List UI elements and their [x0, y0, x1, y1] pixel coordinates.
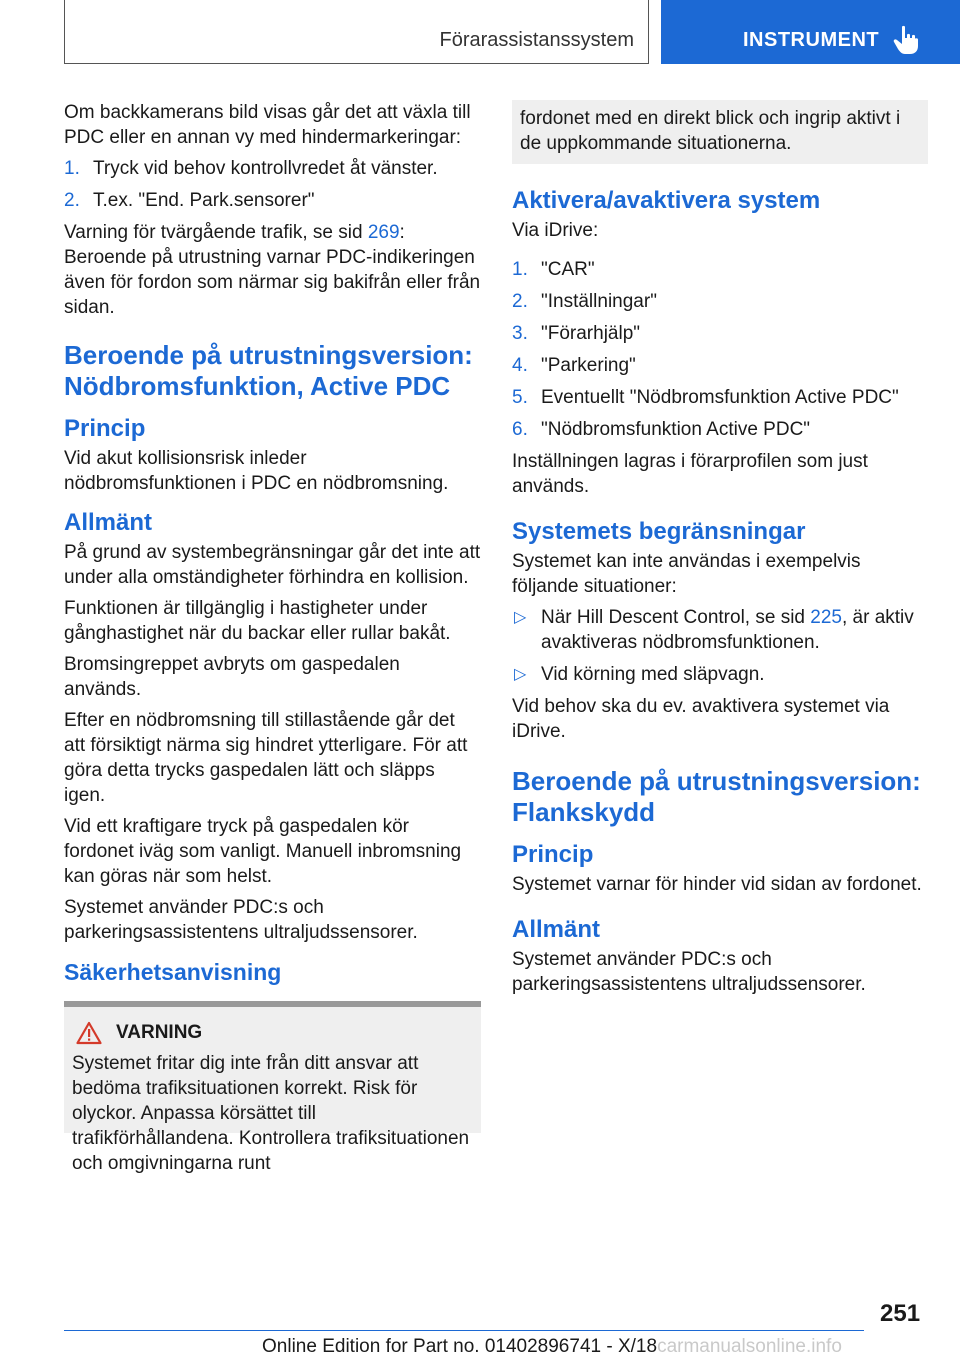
- header-chapter-tab: [661, 0, 960, 64]
- list-item: [64, 188, 481, 213]
- intro-paragraph: Om backkamerans bild visas går det att växla till PDC eller en annan vy med hindermarkeringar:: [64, 102, 471, 148]
- footer-divider: [64, 1330, 864, 1331]
- step-text: T.ex. "End. Park.sensorer": [93, 190, 315, 211]
- list-item: [512, 385, 928, 410]
- heading-nodbromsfunktion: Beroende på utrustningsversion: Nödbromsfunktion, Active PDC: [64, 340, 473, 401]
- list-item: [512, 257, 928, 282]
- heading-aktivera: Aktivera/avaktivera system: [512, 187, 821, 214]
- warning-triangle-icon: [76, 1021, 102, 1045]
- deactivate-note: Vid behov ska du ev. avaktivera systemet via iDrive.: [512, 696, 890, 742]
- cross-traffic-text-end: : Beroende på utrustning varnar PDC-indikeringen även för fordon som närmar sig bakifrån eller från sidan.: [64, 222, 481, 318]
- list-item: [64, 156, 481, 181]
- step-text: "Nödbromsfunktion Active PDC": [541, 419, 811, 440]
- list-item: [512, 353, 928, 378]
- cross-traffic-paragraph: [64, 220, 481, 320]
- right-column: [512, 100, 928, 1003]
- step-text: "CAR": [541, 259, 595, 280]
- limits-list: [512, 605, 928, 687]
- heading-princip: Princip: [512, 841, 594, 868]
- heading-allmant: Allmänt: [512, 916, 601, 943]
- edition-text: Online Edition for Part no. 01402896741 - X/18: [262, 1336, 658, 1357]
- allmant-paragraph: Vid ett kraftigare tryck på gaspedalen kör fordonet iväg som vanligt. Manuell inbromsning kan göras när som helst.: [64, 816, 462, 887]
- footer-edition: [262, 1336, 842, 1358]
- header-section-title: Förarassistanssystem: [439, 29, 634, 51]
- warning-label: VARNING: [116, 1022, 203, 1043]
- limit-text: Vid körning med släpvagn.: [541, 664, 765, 685]
- allmant-paragraph: Systemet använder PDC:s och parkeringsassistentens ultraljudssensorer.: [512, 949, 866, 995]
- heading-begransningar: Systemets begränsningar: [512, 518, 806, 545]
- princip-paragraph: Systemet varnar för hinder vid sidan av fordonet.: [512, 874, 922, 895]
- step-text: Tryck vid behov kontrollvredet åt vänster.: [93, 158, 438, 179]
- warning-box: [64, 1001, 481, 1174]
- via-idrive-text: Via iDrive:: [512, 220, 599, 241]
- list-item: [512, 662, 928, 687]
- warning-header: [72, 1021, 473, 1045]
- step-number: 6.: [512, 419, 528, 440]
- warning-continued-box: [512, 100, 928, 164]
- cross-traffic-text: Varning för tvärgående trafik, se sid: [64, 222, 368, 243]
- saved-note: Inställningen lagras i förarprofilen som just används.: [512, 451, 868, 497]
- allmant-paragraph: Funktionen är tillgänglig i hastigheter under gånghastighet när du backar eller rullar bakåt.: [64, 598, 451, 644]
- heading-allmant: Allmänt: [64, 509, 153, 536]
- page-link-269[interactable]: 269: [367, 222, 400, 243]
- limit-text: När Hill Descent Control, se sid: [541, 607, 811, 628]
- step-number: 2.: [64, 190, 80, 211]
- step-text: "Parkering": [541, 355, 636, 376]
- step-text: "Inställningar": [541, 291, 657, 312]
- step-text: "Förarhjälp": [541, 323, 641, 344]
- bullet-triangle-icon: ▷: [514, 609, 527, 626]
- allmant-paragraph: Systemet använder PDC:s och parkeringsassistentens ultraljudssensorer.: [64, 897, 418, 943]
- idrive-menu-steps: [512, 257, 928, 442]
- princip-paragraph: Vid akut kollisionsrisk inleder nödbromsfunktionen i PDC en nödbromsning.: [64, 448, 449, 494]
- allmant-paragraph: Efter en nödbromsning till stillastående går det att försiktigt närma sig hindret ytterligare. För att göra detta trycks gaspedalen lätt och släpps igen.: [64, 710, 468, 806]
- step-number: 1.: [64, 158, 80, 179]
- warning-continued-text: fordonet med en direkt blick och ingrip aktivt i de uppkommande situationerna.: [520, 108, 901, 154]
- header-section-box: [64, 0, 649, 64]
- warning-text: Systemet fritar dig inte från ditt ansvar att bedöma trafiksituationen korrekt. Risk för olyckor. Anpassa körsättet till trafikförhållandena. Kontrollera trafiksituationen och omgivningarna runt: [72, 1053, 470, 1174]
- step-number: 3.: [512, 323, 528, 344]
- step-number: 1.: [512, 259, 528, 280]
- bullet-triangle-icon: ▷: [514, 666, 527, 683]
- view-switch-steps: [64, 156, 481, 213]
- watermark-text: carmanualsonline.info: [657, 1336, 842, 1357]
- list-item: [512, 417, 928, 442]
- pointing-hand-icon: [893, 25, 919, 55]
- list-item: [512, 605, 928, 655]
- step-number: 2.: [512, 291, 528, 312]
- step-number: 4.: [512, 355, 528, 376]
- step-text: Eventuellt "Nödbromsfunktion Active PDC": [541, 387, 899, 408]
- list-item: [512, 289, 928, 314]
- header-chapter-title: INSTRUMENT: [743, 29, 880, 51]
- step-number: 5.: [512, 387, 528, 408]
- allmant-paragraph: Bromsingreppet avbryts om gaspedalen används.: [64, 654, 400, 700]
- heading-sakerhetsanvisning: Säkerhetsanvisning: [64, 959, 282, 985]
- limits-intro: Systemet kan inte användas i exempelvis följande situationer:: [512, 551, 861, 597]
- limit-text-end: , är aktiv avaktiveras nödbromsfunktionen.: [541, 607, 914, 653]
- list-item: [512, 321, 928, 346]
- page-number: 251: [880, 1300, 921, 1327]
- left-column: [64, 100, 481, 1174]
- page-link-225[interactable]: 225: [810, 607, 842, 628]
- heading-flankskydd: Beroende på utrustningsversion: Flankskydd: [512, 766, 921, 827]
- heading-princip: Princip: [64, 415, 146, 442]
- allmant-paragraph: På grund av systembegränsningar går det inte att under alla omständigheter förhindra en kollision.: [64, 542, 481, 588]
